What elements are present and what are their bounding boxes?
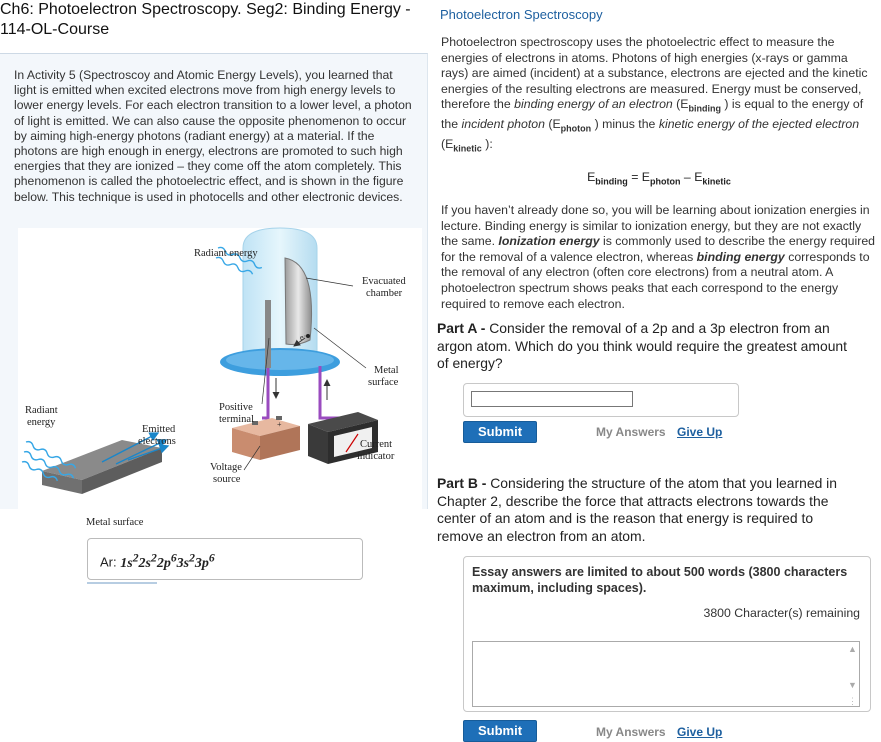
essay-limit-note: Essay answers are limited to about 500 words (3800 characters maximum, including spaces). bbox=[472, 565, 848, 595]
answer-underline bbox=[87, 582, 157, 584]
part-a-submit-button[interactable]: Submit bbox=[463, 421, 537, 443]
label-metal: Metal bbox=[374, 365, 399, 376]
description-paragraph: Photoelectron spectroscopy uses the photoelectric effect to measure the energies of electrons in atoms. Photons of high energies (x-rays or gamma rays) are aimed (incident) at a substance, electrons are ejected and the kinetic energies of the resulting electrons are measured. Energy must be conserved, therefore the binding energy of an electron ($E_{binding}$ ) is equal to the energy of the incident photon ($E_{photon}$ ) minus the kinetic energy of the ejected electron ($E_{kinetic}$ ): bbox=[441, 35, 868, 154]
label-source: source bbox=[213, 474, 241, 485]
part-b-question: Part B - Considering the structure of the atom that you learned in Chapter 2, describe the force that attracts electrons towards the center of an atom and is the reason that energy is required to remove an electron from an atom. bbox=[437, 475, 837, 544]
part-b-my-answers: My Answers bbox=[596, 725, 666, 739]
binding-energy-formula: $E_{binding} = E_{photon} - E_{kinetic}$ bbox=[587, 170, 731, 187]
photoelectric-figure bbox=[18, 228, 422, 528]
label-radiant-energy-b: Radiant energy bbox=[194, 248, 258, 259]
positive-terminal bbox=[265, 300, 271, 368]
page-title: Ch6: Photoelectron Spectroscopy. Seg2: Binding Energy - 114-OL-Course bbox=[0, 1, 411, 38]
part-b-submit-button[interactable]: Submit bbox=[463, 720, 537, 742]
part-b-give-up-link[interactable]: Give Up bbox=[677, 725, 723, 739]
scroll-down-icon[interactable]: ▼ bbox=[848, 680, 857, 690]
resize-grip-icon[interactable]: ⋮ bbox=[848, 696, 857, 706]
label-positive: Positive bbox=[219, 402, 253, 413]
answer-prefix: Ar: bbox=[100, 554, 117, 570]
photoelectric-diagram bbox=[18, 228, 422, 528]
left-panel bbox=[0, 53, 428, 528]
characters-remaining: 3800 Character(s) remaining bbox=[703, 606, 860, 620]
label-evacuated: Evacuated bbox=[362, 276, 406, 287]
label-radiant-a2: energy bbox=[27, 417, 56, 428]
electron-configuration: $1s^22s^22p^63s^23p^6$ bbox=[120, 551, 215, 571]
label-electron: e⁻ bbox=[300, 333, 308, 342]
part-a-give-up-link[interactable]: Give Up bbox=[677, 425, 723, 439]
section-heading: Photoelectron Spectroscopy bbox=[440, 7, 603, 22]
part-b-essay-textarea[interactable] bbox=[472, 641, 860, 707]
part-b-essay-panel bbox=[463, 556, 871, 712]
label-emitted: Emitted bbox=[142, 424, 176, 435]
part-a-question: Part A - Consider the removal of a 2p and a 3p electron from an argon atom. Which do you think would require the greatest amount of energy? bbox=[437, 320, 848, 372]
label-terminal: terminal bbox=[219, 414, 254, 425]
part-a-input-panel bbox=[463, 383, 739, 417]
previous-answer-box bbox=[87, 538, 363, 580]
label-radiant-a1: Radiant bbox=[25, 405, 58, 416]
label-metal-surface: Metal surface bbox=[86, 517, 144, 528]
label-electrons: electrons bbox=[138, 436, 176, 447]
intro-paragraph: In Activity 5 (Spectroscoy and Atomic Energy Levels), you learned that light is emitted when excited electrons move from high energy levels to lower energy levels. For each electron transition to a lower level, a photon of light is emitted. We can also cause the opposite phenomenon to occur by aiming high-energy photons (radiant energy) at a material. If the photons are high enough in energy, electrons are promoted to such high energies that they are ionized – they come off the atom completely. This phenomenon is called the photoelectric effect, and is shown in the figure below. This technique is used in photocells and other electronic devices. bbox=[14, 68, 412, 204]
label-plus: + bbox=[277, 420, 282, 429]
label-chamber: chamber bbox=[366, 288, 403, 299]
label-indicator: indicator bbox=[357, 451, 395, 462]
label-surface: surface bbox=[368, 377, 399, 388]
scroll-up-icon[interactable]: ▲ bbox=[848, 644, 857, 654]
previous-answer bbox=[100, 551, 215, 572]
part-a-answer-input[interactable] bbox=[471, 391, 633, 407]
ionization-paragraph: If you haven’t already done so, you will be learning about ionization energies in lecture. Binding energy is similar to ionization energy, but they are not exactly the same. Ionization energy is commonly used to describe the energy required for the removal of a valence electron, whereas binding energy corresponds to the removal of any electron (often core electrons) from a neutral atom. A photoelectron spectrum shows peaks that each correspond to the energy required to remove each electron. bbox=[441, 203, 876, 311]
part-a-my-answers: My Answers bbox=[596, 425, 666, 439]
label-current: Current bbox=[360, 439, 393, 450]
label-voltage: Voltage bbox=[210, 462, 242, 473]
